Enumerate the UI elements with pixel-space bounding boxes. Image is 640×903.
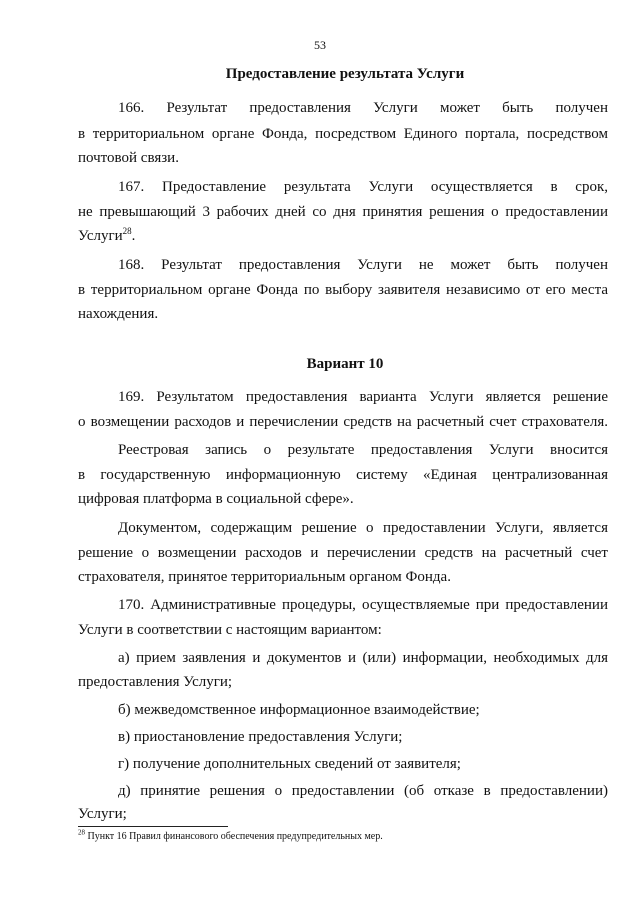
paragraph-168-line-3: нахождения. [78,306,159,322]
list-item-d-line-2: Услуги; [78,806,127,822]
paragraph-170-line-1: 170. Административные процедуры, осуществляемые при предоставлении [118,597,608,613]
section-heading-result-delivery: Предоставление результата Услуги [225,66,465,82]
paragraph-167-line-3-text: Услуги [78,228,123,244]
paragraph-registry-line-3: цифровая платформа в социальной сфере». [78,491,354,507]
paragraph-166-line-3: почтовой связи. [78,150,179,166]
paragraph-170-line-2: Услуги в соответствии с настоящим вариантом: [78,622,382,638]
paragraph-166-line-1: 166. Результат предоставления Услуги может быть получен [118,100,608,116]
list-item-b: б) межведомственное информационное взаимодействие; [118,702,480,718]
page-number: 53 [314,38,326,52]
footnote-separator [78,826,228,827]
footnote-ref-28: 28 [122,226,132,236]
paragraph-169-line-2: о возмещении расходов и перечислении средств на расчетный счет страхователя. [78,414,608,430]
list-item-v: в) приостановление предоставления Услуги; [118,729,403,745]
footnote-text: Пункт 16 Правил финансового обеспечения предупредительных мер. [85,831,383,842]
paragraph-166-line-2: в территориальном органе Фонда, посредством Единого портала, посредством [78,126,608,142]
list-item-a-line-1: а) прием заявления и документов и (или) информации, необходимых для [118,650,608,666]
list-item-a-line-2: предоставления Услуги; [78,674,233,690]
paragraph-document-line-2: решение о возмещении расходов и перечислении средств на расчетный счет [78,545,608,561]
paragraph-167-line-3-end: . [131,228,136,244]
paragraph-document-line-3: страхователя, принятое территориальным органом Фонда. [78,569,451,585]
paragraph-167-line-2: не превышающий 3 рабочих дней со дня принятия решения о предоставлении [78,204,608,220]
paragraph-document-line-1: Документом, содержащим решение о предоставлении Услуги, является [118,520,608,536]
paragraph-167-line-3 [78,226,608,246]
section-heading-variant-10: Вариант 10 [306,356,384,372]
footnote-number: 28 [78,828,85,837]
paragraph-registry-line-2: в государственную информационную систему «Единая централизованная [78,467,608,483]
footnote-28 [78,830,383,844]
paragraph-168-line-2: в территориальном органе Фонда по выбору заявителя независимо от его места [78,282,608,298]
paragraph-registry-line-1: Реестровая запись о результате предоставления Услуги вносится [118,442,608,458]
paragraph-169-line-1: 169. Результатом предоставления варианта Услуги является решение [118,389,608,405]
list-item-g: г) получение дополнительных сведений от заявителя; [118,756,461,772]
paragraph-168-line-1: 168. Результат предоставления Услуги не может быть получен [118,257,608,273]
paragraph-167-line-1: 167. Предоставление результата Услуги осуществляется в срок, [118,179,608,195]
list-item-d-line-1: д) принятие решения о предоставлении (об отказе в предоставлении) [118,783,608,799]
